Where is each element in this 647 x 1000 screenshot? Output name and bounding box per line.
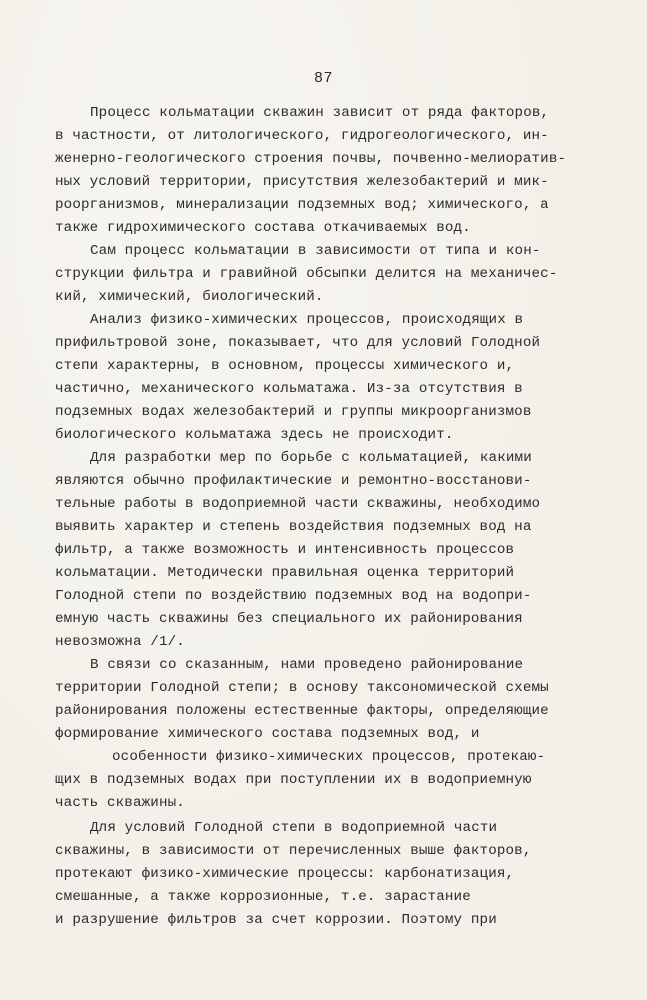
text-line: территории Голодной степи; в основу таксономической схемы [55,680,549,696]
text-line: также гидрохимического состава откачиваемых вод. [55,220,471,236]
page-number: 87 [313,70,333,87]
text-line: ных условий территории, присутствия железобактерий и мик- [55,174,549,190]
text-line: степи характерны, в основном, процессы химического и, [55,358,515,374]
text-line: кольматации. Методически правильная оценка территорий [55,565,515,581]
text-line: фильтр, а также возможность и интенсивность процессов [55,542,515,558]
text-line: тельные работы в водоприемной части скважины, необходимо [55,496,541,512]
text-line: подземных водах железобактерий и группы микроорганизмов [55,404,532,420]
text-line: Анализ физико-химических процессов, происходящих в [90,312,524,328]
text-line: в частности, от литологического, гидрогеологического, ин- [55,128,549,144]
text-line: щих в подземных водах при поступлении их в водоприемную [55,772,532,788]
text-line: часть скважины. [55,795,185,811]
text-line: районирования положены естественные факторы, определяющие [55,703,549,719]
text-line: частично, механического кольматажа. Из-за отсутствия в [55,381,523,397]
text-line: скважины, в зависимости от перечисленных выше факторов, [55,843,532,859]
text-line: прифильтровой зоне, показывает, что для условий Голодной [55,335,541,351]
text-line: кий, химический, биологический. [55,289,324,305]
text-line: биологического кольматажа здесь не происходит. [55,427,454,443]
text-line: Для разработки мер по борьбе с кольматацией, какими [90,450,532,466]
text-line: и разрушение фильтров за счет коррозии. Поэтому при [55,912,497,928]
text-line: протекают физико-химические процессы: карбонатизация, [55,866,515,882]
text-line: роорганизмов, минерализации подземных вод; химического, а [55,197,549,213]
text-line: Голодной степи по воздействию подземных вод на водопри- [55,588,532,604]
text-line: невозможна /1/. [55,634,185,650]
text-line: Сам процесс кольматации в зависимости от типа и кон- [90,243,541,259]
text-line: являются обычно профилактические и ремонтно-восстанови- [55,473,532,489]
text-line: особенности физико-химических процессов, протекаю- [112,749,546,765]
text-line: струкции фильтра и гравийной обсыпки делится на механичес- [55,266,558,282]
text-line: формирование химического состава подземных вод, и [55,726,480,742]
text-line: Для условий Голодной степи в водоприемной части [90,820,498,836]
text-line: смешанные, а также коррозионные, т.е. зарастание [55,889,471,905]
text-line: выявить характер и степень воздействия подземных вод на [55,519,532,535]
text-line: Процесс кольматации скважин зависит от ряда факторов, [90,105,550,121]
text-line: женерно-геологического строения почвы, почвенно-мелиоратив- [55,151,567,167]
text-line: емную часть скважины без специального их районирования [55,611,523,627]
text-line: В связи со сказанным, нами проведено районирование [90,657,524,673]
